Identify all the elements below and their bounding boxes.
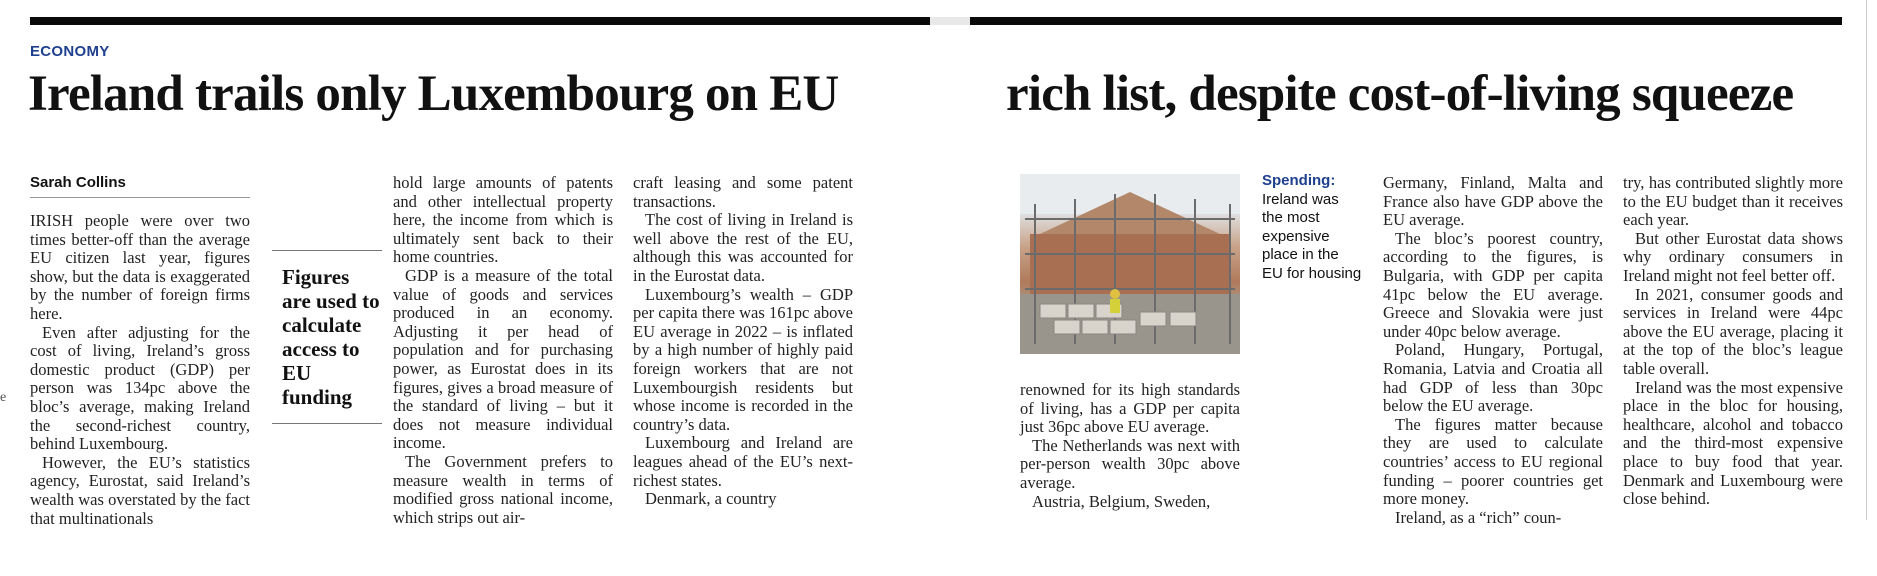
- paragraph: The figures matter because they are used to calculate countries’ access to EU regional funding – poorer countries get more money.: [1383, 414, 1603, 509]
- paragraph: renowned for its high standards of living, has a GDP per capita just 36pc above EU average.: [1020, 380, 1240, 437]
- article-column-2: [393, 174, 613, 527]
- paragraph: Germany, Finland, Malta and France also have GDP above the EU average.: [1383, 173, 1603, 230]
- article-column-1: [30, 212, 250, 528]
- article-column-3: [633, 174, 853, 509]
- paragraph: GDP is a measure of the total value of goods and services produced in an economy. Adjusting it per head of population and for purchasing power, as Eurostat does in its figures, gives a broad measure of the standard of living – but it does not measure individual income.: [393, 265, 613, 453]
- margin-mark: e: [0, 390, 7, 405]
- paragraph: Ireland, as a “rich” coun-: [1395, 507, 1562, 527]
- photo-caption: [1262, 172, 1362, 283]
- article-column-6: [1623, 174, 1843, 509]
- paragraph: The Netherlands was next with per-person wealth 30pc above average.: [1020, 435, 1240, 492]
- paragraph: The bloc’s poorest country, according to the figures, is Bulgaria, with GDP per capita 41pc below the EU average. Greece and Slovakia were just under 40pc below average.: [1383, 228, 1603, 341]
- paragraph: hold large amounts of patents and other intellectual property here, the income from which is ultimately sent back to their home countries.: [393, 173, 613, 267]
- paragraph: However, the EU’s statistics agency, Eurostat, said Ireland’s wealth was overstated by the fact that multinationals: [30, 452, 250, 528]
- page-edge: [1866, 0, 1867, 520]
- paragraph: But other Eurostat data shows why ordinary consumers in Ireland might not feel better off.: [1623, 228, 1843, 285]
- top-rule: [30, 17, 1842, 25]
- pull-quote: Figures are used to calculate access to EU funding: [272, 250, 382, 424]
- paragraph: craft leasing and some patent transactions.: [633, 173, 853, 211]
- caption-text: Ireland was the most expensive place in the EU for housing: [1262, 190, 1362, 282]
- headline-right: rich list, despite cost-of-living squeeze: [1006, 66, 1794, 122]
- paragraph: try, has contributed slightly more to the EU budget than it receives each year.: [1623, 173, 1843, 230]
- paragraph: Denmark, a country: [645, 489, 777, 509]
- paragraph: Ireland was the most expensive place in the bloc for housing, healthcare, alcohol and tobacco and the third-most expensive place to buy food that year. Denmark and Luxembourg were close behind.: [1623, 377, 1843, 509]
- paragraph: Austria, Belgium, Sweden,: [1032, 491, 1211, 511]
- paragraph: The Government prefers to measure wealth in terms of modified gross national income, which strips out air-: [393, 451, 613, 527]
- article-column-5: [1383, 174, 1603, 527]
- paragraph: IRISH people were over two times better-off than the average EU citizen last year, figures show, but the data is exaggerated by the number of foreign firms here.: [30, 211, 250, 323]
- paragraph: Luxembourg and Ireland are leagues ahead of the EU’s next-richest states.: [633, 433, 853, 490]
- scaffolding-image: [1020, 174, 1240, 354]
- headline-left: Ireland trails only Luxembourg on EU: [28, 66, 839, 122]
- paragraph: Poland, Hungary, Portugal, Romania, Latvia and Croatia all had GDP of less than 30pc below the EU average.: [1383, 340, 1603, 416]
- paragraph: Luxembourg’s wealth – GDP per capita there was 161pc above EU average in 2022 – is inflated by a high number of highly paid foreign workers that are not Luxembourgish residents but whose income is recorded in the country’s data.: [633, 284, 853, 434]
- paragraph: In 2021, consumer goods and services in Ireland were 44pc above the EU average, placing it at the top of the bloc’s league table overall.: [1623, 284, 1843, 378]
- byline[interactable]: Sarah Collins: [30, 174, 126, 191]
- paragraph: The cost of living in Ireland is well above the rest of the EU, although this was accounted for in the Eurostat data.: [633, 210, 853, 285]
- article-column-4: [1020, 381, 1240, 511]
- construction-photo: [1020, 174, 1240, 354]
- caption-lead: Spending:: [1262, 172, 1336, 189]
- paragraph: Even after adjusting for the cost of living, Ireland’s gross domestic product (GDP) per person was 134pc above the bloc’s average, making Ireland the second-richest country, behind Luxembourg.: [30, 322, 250, 454]
- byline-divider: [30, 197, 250, 198]
- section-label[interactable]: ECONOMY: [30, 43, 110, 60]
